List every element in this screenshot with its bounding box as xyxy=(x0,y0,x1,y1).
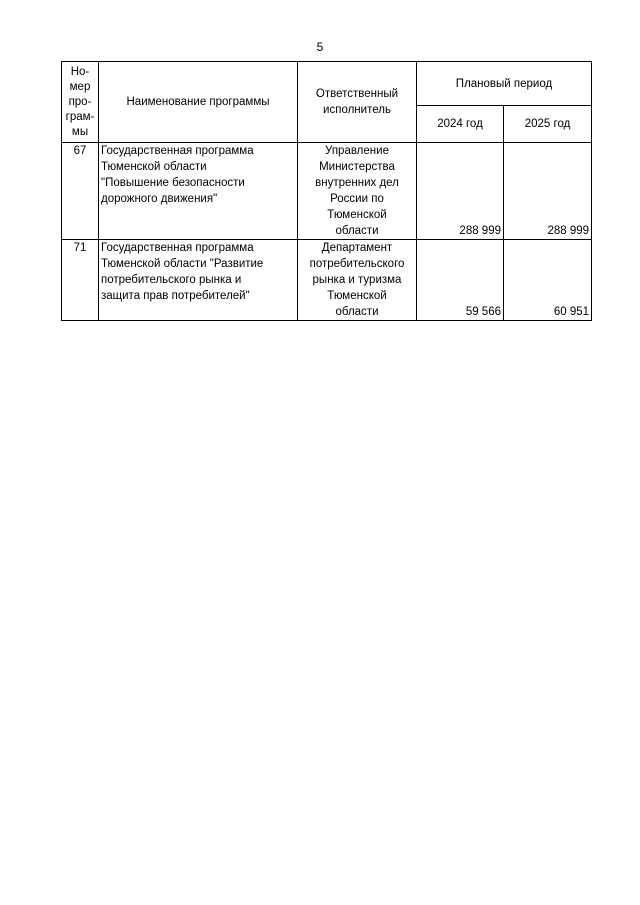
value-2024: 59 566 xyxy=(417,240,504,321)
table-row xyxy=(62,143,592,240)
program-number: 67 xyxy=(62,143,99,240)
program-name: Государственная программа Тюменской области "Повышение безопасности дорожного движения" xyxy=(99,143,298,240)
value-2025: 288 999 xyxy=(504,143,592,240)
programs-table xyxy=(61,61,592,321)
header-year-2024: 2024 год xyxy=(417,106,504,143)
header-program-number xyxy=(62,62,99,143)
header-program-name xyxy=(99,62,298,143)
value-2024: 288 999 xyxy=(417,143,504,240)
page-number: 5 xyxy=(316,40,324,54)
table-header-row xyxy=(62,62,592,106)
header-year-2025: 2025 год xyxy=(504,106,592,143)
header-program-name-text: Наименование программы xyxy=(126,96,270,108)
program-responsible: Департамент потребительского рынка и туризма Тюменской области xyxy=(298,240,417,321)
program-responsible: Управление Министерства внутренних дел России по Тюменской области xyxy=(298,143,417,240)
header-program-number-text: Но- мер про- грам- мы xyxy=(65,65,95,138)
header-planning-period: Плановый период xyxy=(417,62,592,106)
program-name: Государственная программа Тюменской области "Развитие потребительского рынка и защита прав потребителей" xyxy=(99,240,298,321)
header-responsible xyxy=(298,62,417,143)
table-row xyxy=(62,240,592,321)
program-number: 71 xyxy=(62,240,99,321)
value-2025: 60 951 xyxy=(504,240,592,321)
header-responsible-text: Ответственный исполнитель xyxy=(315,88,399,116)
